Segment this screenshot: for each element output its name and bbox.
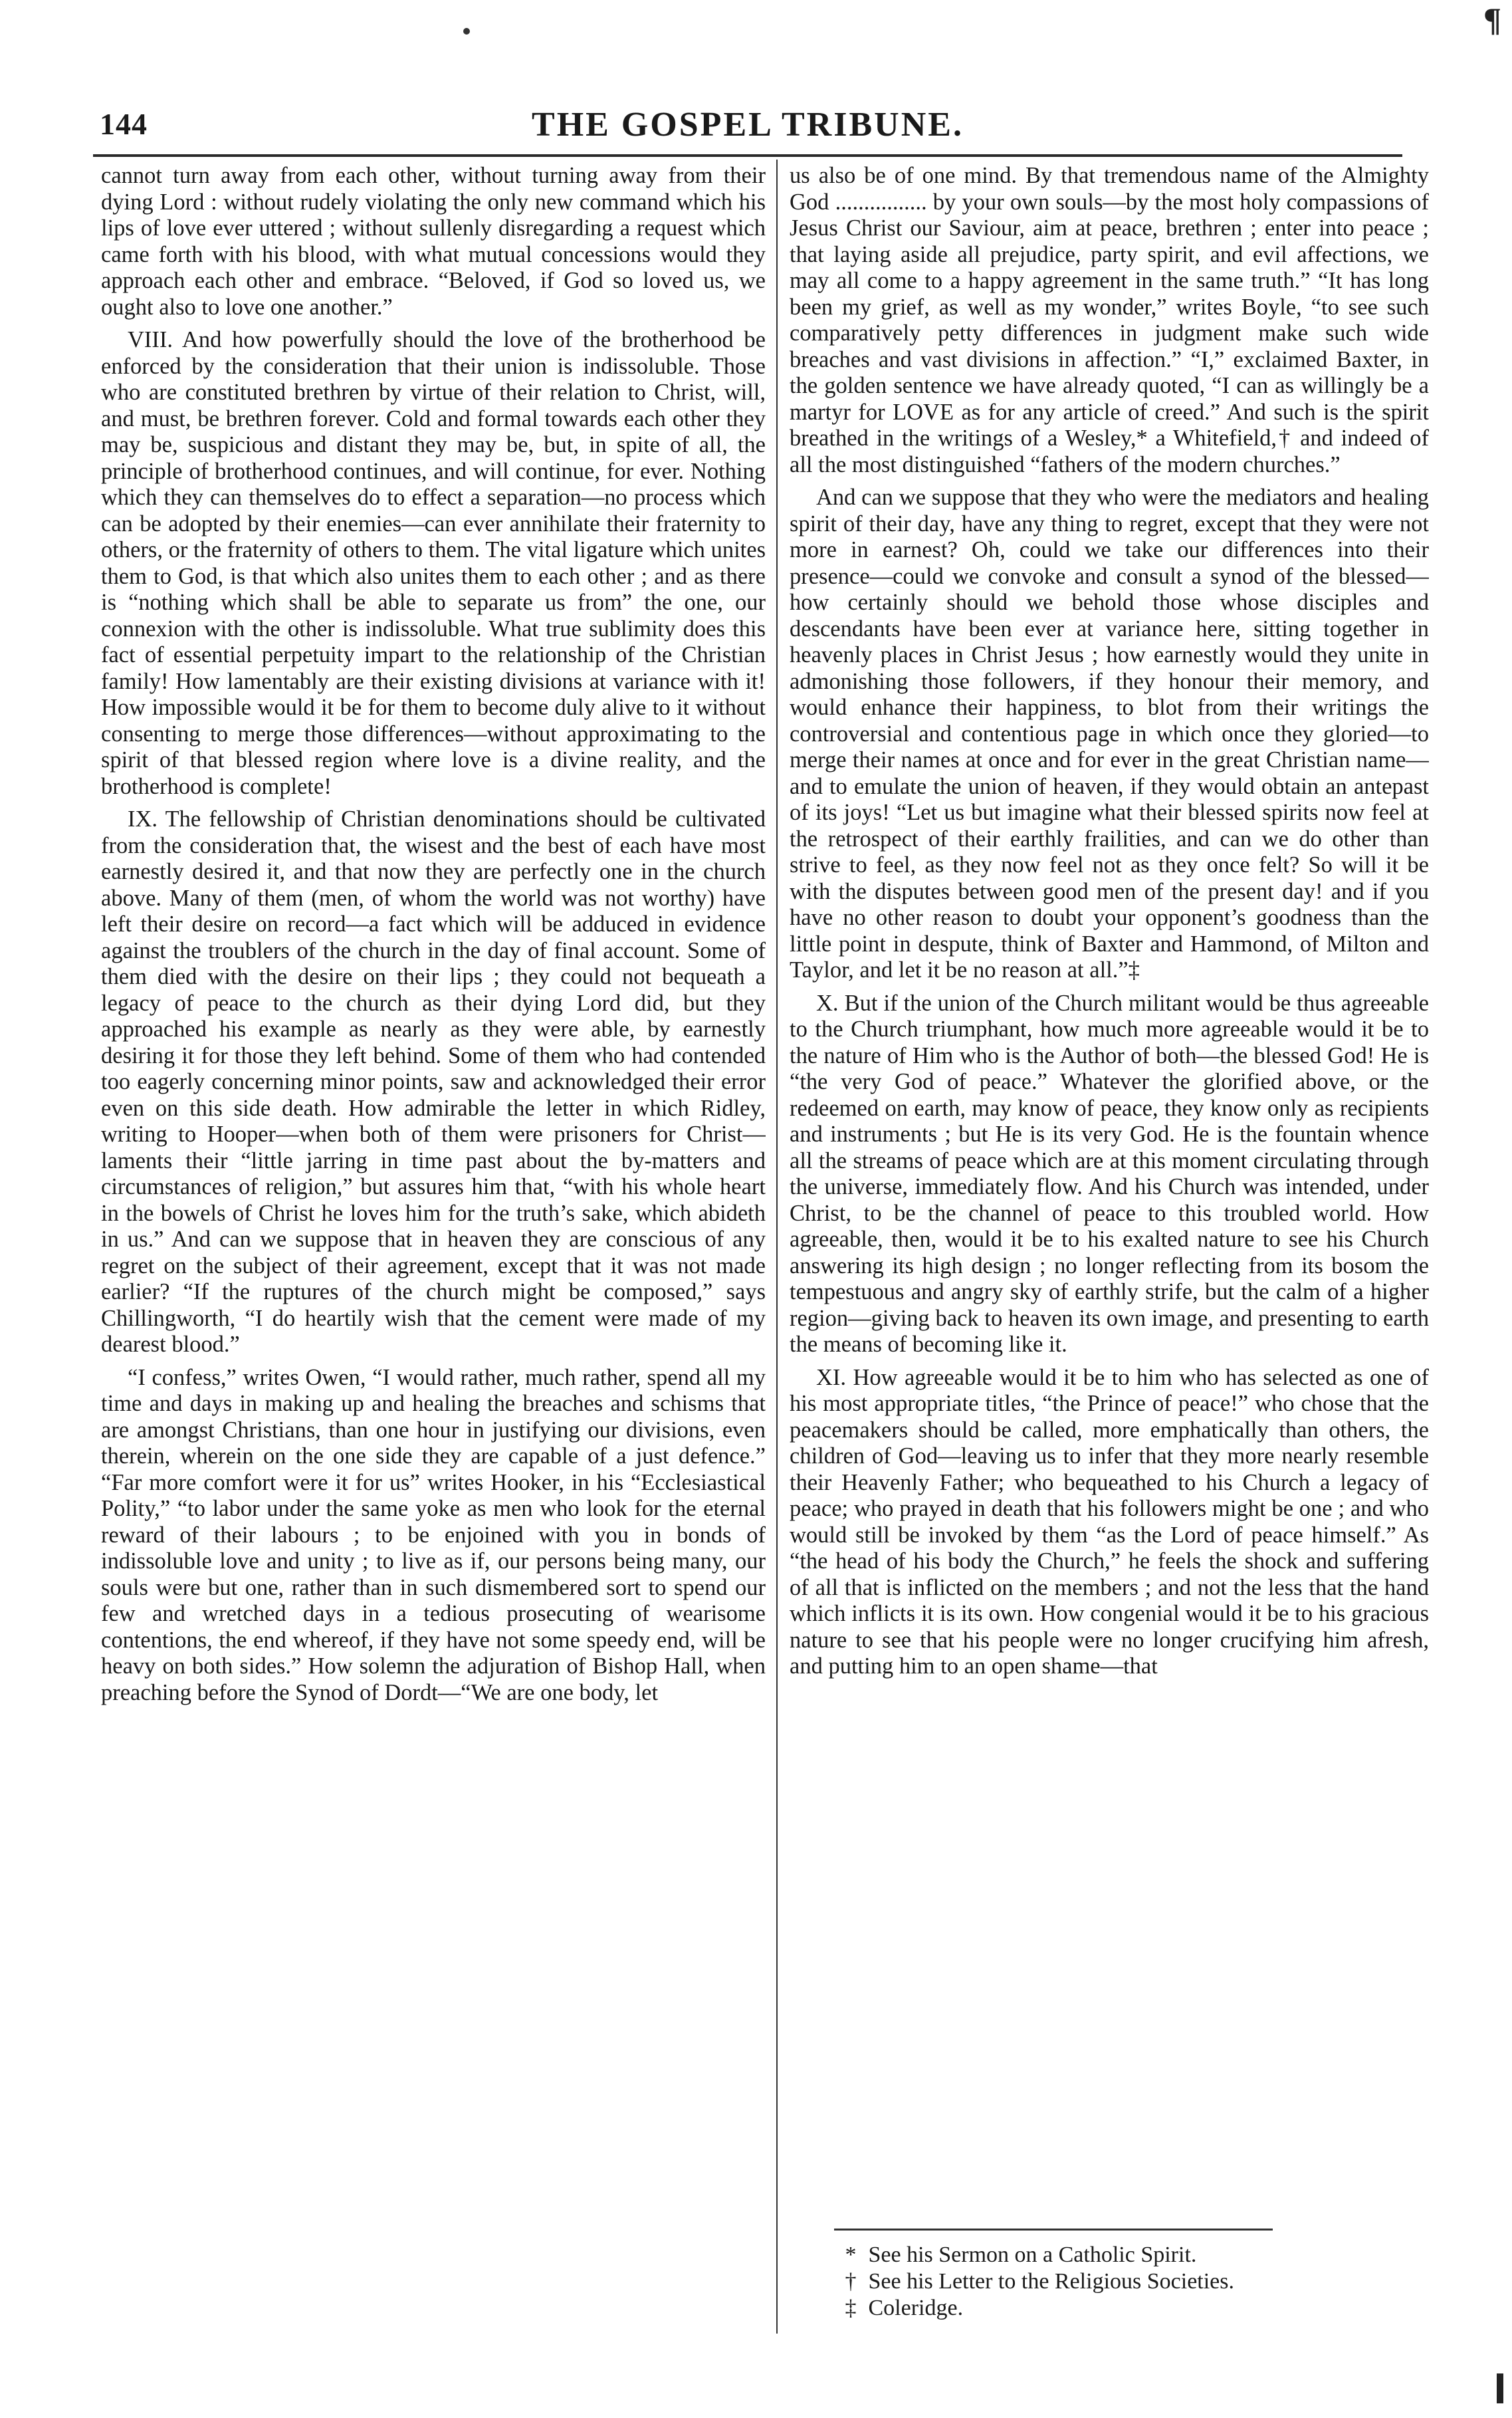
- footnote-mark: ‡: [845, 2296, 857, 2320]
- right-column: [790, 163, 1429, 2317]
- footnote-mark: †: [845, 2269, 857, 2294]
- footnote-text: See his Letter to the Religious Societies.: [868, 2269, 1235, 2294]
- page-header: [93, 100, 1402, 153]
- left-paragraph: VIII. And how powerfully should the love of the brotherhood be enforced by the consideration that their union is indissoluble. Those who are constituted brethren by virtue of their relation to Christ, will, and must, be brethren forever. Cold and formal towards each other they may be, suspicious and distant they may be, but, in spite of all, the principle of brotherhood continues, and will continue, for ever. Nothing which they can themselves do to effect a separation—no process which can be adopted by their enemies—can ever annihilate their fraternity to others, or the fraternity of others to them. The vital ligature which unites them to God, is that which also unites them to each other ; and as there is “nothing which shall be able to separate us from” the one, our connexion with the other is indissoluble. What true sublimity does this fact of essential perpetuity impart to the relationship of the Christian family! How lamentably are their existing divisions at variance with it! How impossible would it be for them to become duly alive to it without consenting to merge those differences—without approximating to the spirit of that blessed region where love is a divine reality, and the brotherhood is complete!: [101, 327, 766, 799]
- right-paragraph: X. But if the union of the Church militant would be thus agreeable to the Church triumphant, how much more agreeable would it be to the nature of Him who is the Author of both—the blessed God! He is “the very God of peace.” Whatever the glorified above, or the redeemed on earth, may know of peace, they know only as recipients and instruments ; but He is its very God. He is the fountain whence all the streams of peace which are at this moment circulating through the universe, immediately flow. And his Church was intended, under Christ, to be the channel of peace to this troubled world. How agreeable, then, would it be to his exalted nature to see his Church answering its high design ; no longer reflecting from its bosom the tempestuous and angry sky of earthly strife, but the calm of a higher region—giving back to heaven its own image, and presenting to earth the means of becoming like it.: [790, 990, 1429, 1357]
- right-paragraph: us also be of one mind. By that tremendous name of the Almighty God ................ by your own souls—by the most holy compassions of Jesus Christ our Saviour, aim at peace, brethren ; enter into peace ; that laying aside all prejudice, party spirit, and evil affections, we may all come to a happy agreement in the same truth.” “It has long been my grief, as well as my wonder,” writes Boyle, “to see such comparatively petty differences in judgment make such wide breaches and vast divisions in affection.” “I,” exclaimed Baxter, in the golden sentence we have already quoted, “I can as willingly be a martyr for LOVE as for any article of creed.” And such is the spirit breathed in the writings of a Wesley,* a Whitefield,† and indeed of all the most distinguished “fathers of the modern churches.”: [790, 163, 1429, 477]
- column-divider: [776, 160, 778, 2334]
- header-rule: [93, 154, 1402, 157]
- footnote: [839, 2268, 1424, 2295]
- footnote: [839, 2242, 1424, 2268]
- right-paragraph: XI. How agreeable would it be to him who has selected as one of his most appropriate titles, “the Prince of peace!” who chose that the peacemakers should be called, more emphatically than others, the children of God—leaving us to infer that they more nearly resemble their Heavenly Father; who bequeathed to his Church a legacy of peace; who prayed in death that his followers might be one ; and who would still be invoked by them “as the Lord of peace himself.” As “the head of his body the Church,” he feels the shock and suffering of all that is inflicted on the members ; and not the less that the hand which inflicts it is its own. How congenial would it be to his gracious nature to see that his people were no longer crucifying him afresh, and putting him to an open shame—that: [790, 1364, 1429, 1679]
- footnote: [839, 2295, 1424, 2322]
- edge-bar: [1497, 2373, 1503, 2403]
- left-paragraph: cannot turn away from each other, without turning away from their dying Lord : without rudely violating the only new command which his lips of love ever uttered ; without sullenly disregarding a request which came forth with his blood, with what mutual concessions would they approach each other and embrace. “Beloved, if God so loved us, we ought also to love one another.”: [101, 163, 766, 320]
- page-number: 144: [100, 107, 148, 141]
- left-paragraph: IX. The fellowship of Christian denominations should be cultivated from the consideration that, the wisest and the best of each have most earnestly desired it, and that now they are perfectly one in the church above. Many of them (men, of whom the world was not worthy) have left their desire on record—a fact which will be adduced in evidence against the troublers of the church in the day of final account. Some of them died with the desire on their lips ; they could not bequeath a legacy of peace to the church as their dying Lord did, but they approached his example as nearly as they were able, by earnestly desiring it for those they left behind. Some of them who had contended too eagerly concerning minor points, saw and acknowledged their error even on this side death. How admirable the letter in which Ridley, writing to Hooper—when both of them were prisoners for Christ—laments their “little jarring in time past about the by-matters and circumstances of religion,” but assures him that, “with his whole heart in the bowels of Christ he loves him for the truth’s sake, which abideth in us.” And can we suppose that in heaven they are conscious of any regret on the subject of their agreement, except that it was not made earlier? “If the ruptures of the church might be composed,” says Chillingworth, “I do heartily wish that the cement were made of my dearest blood.”: [101, 806, 766, 1357]
- footnote-text: See his Sermon on a Catholic Spirit.: [868, 2242, 1197, 2267]
- edge-mark-icon: ¶: [1483, 1, 1502, 38]
- running-title: THE GOSPEL TRIBUNE.: [532, 106, 964, 144]
- footnotes: [839, 2242, 1424, 2322]
- footnote-text: Coleridge.: [868, 2296, 964, 2320]
- right-paragraph: And can we suppose that they who were the mediators and healing spirit of their day, have any thing to regret, except that they were not more in earnest? Oh, could we take our differences into their presence—could we convoke and consult a synod of the blessed—how certainly should we behold those whose disciples and descendants have been ever at variance here, sitting together in heavenly places in Christ Jesus ; how earnestly would they unite in admonishing those followers, if they honour their memory, and would enhance their happiness, to blot from their writings the controversial and contentious page in which once they gloried—to merge their names at once and for ever in the great Christian name—and to emulate the union of heaven, if they would obtain an antepast of its joys! “Let us but imagine what their blessed spirits now feel at the retrospect of their earthly frailities, and can we do other than strive to feel, as they now feel not as they once felt? So will it be with the disputes between good men of the present day! and if you have no other reason to doubt your opponent’s goodness than the little point in despute, think of Baxter and Hammond, of Milton and Taylor, and let it be no reason at all.”‡: [790, 485, 1429, 983]
- left-column: [101, 163, 766, 2317]
- ink-speck: [463, 28, 470, 35]
- footnote-mark: *: [845, 2242, 857, 2267]
- footnote-rule: [834, 2229, 1273, 2231]
- left-paragraph: “I confess,” writes Owen, “I would rather, much rather, spend all my time and days in making up and healing the breaches and schisms that are amongst Christians, than one hour in justifying our divisions, even therein, wherein on the one side they are capable of a just defence.” “Far more comfort were it for us” writes Hooker, in his “Ecclesiastical Polity,” “to labor under the same yoke as men who look for the eternal reward of their labours ; to be enjoined with you in bonds of indissoluble love and unity ; to live as if, our persons being many, our souls were but one, rather than in such dismembered sort to spend our few and wretched days in a tedious prosecuting of wearisome contentions, the end whereof, if they have not some speedy end, will be heavy on both sides.” How solemn the adjuration of Bishop Hall, when preaching before the Synod of Dordt—“We are one body, let: [101, 1364, 766, 1705]
